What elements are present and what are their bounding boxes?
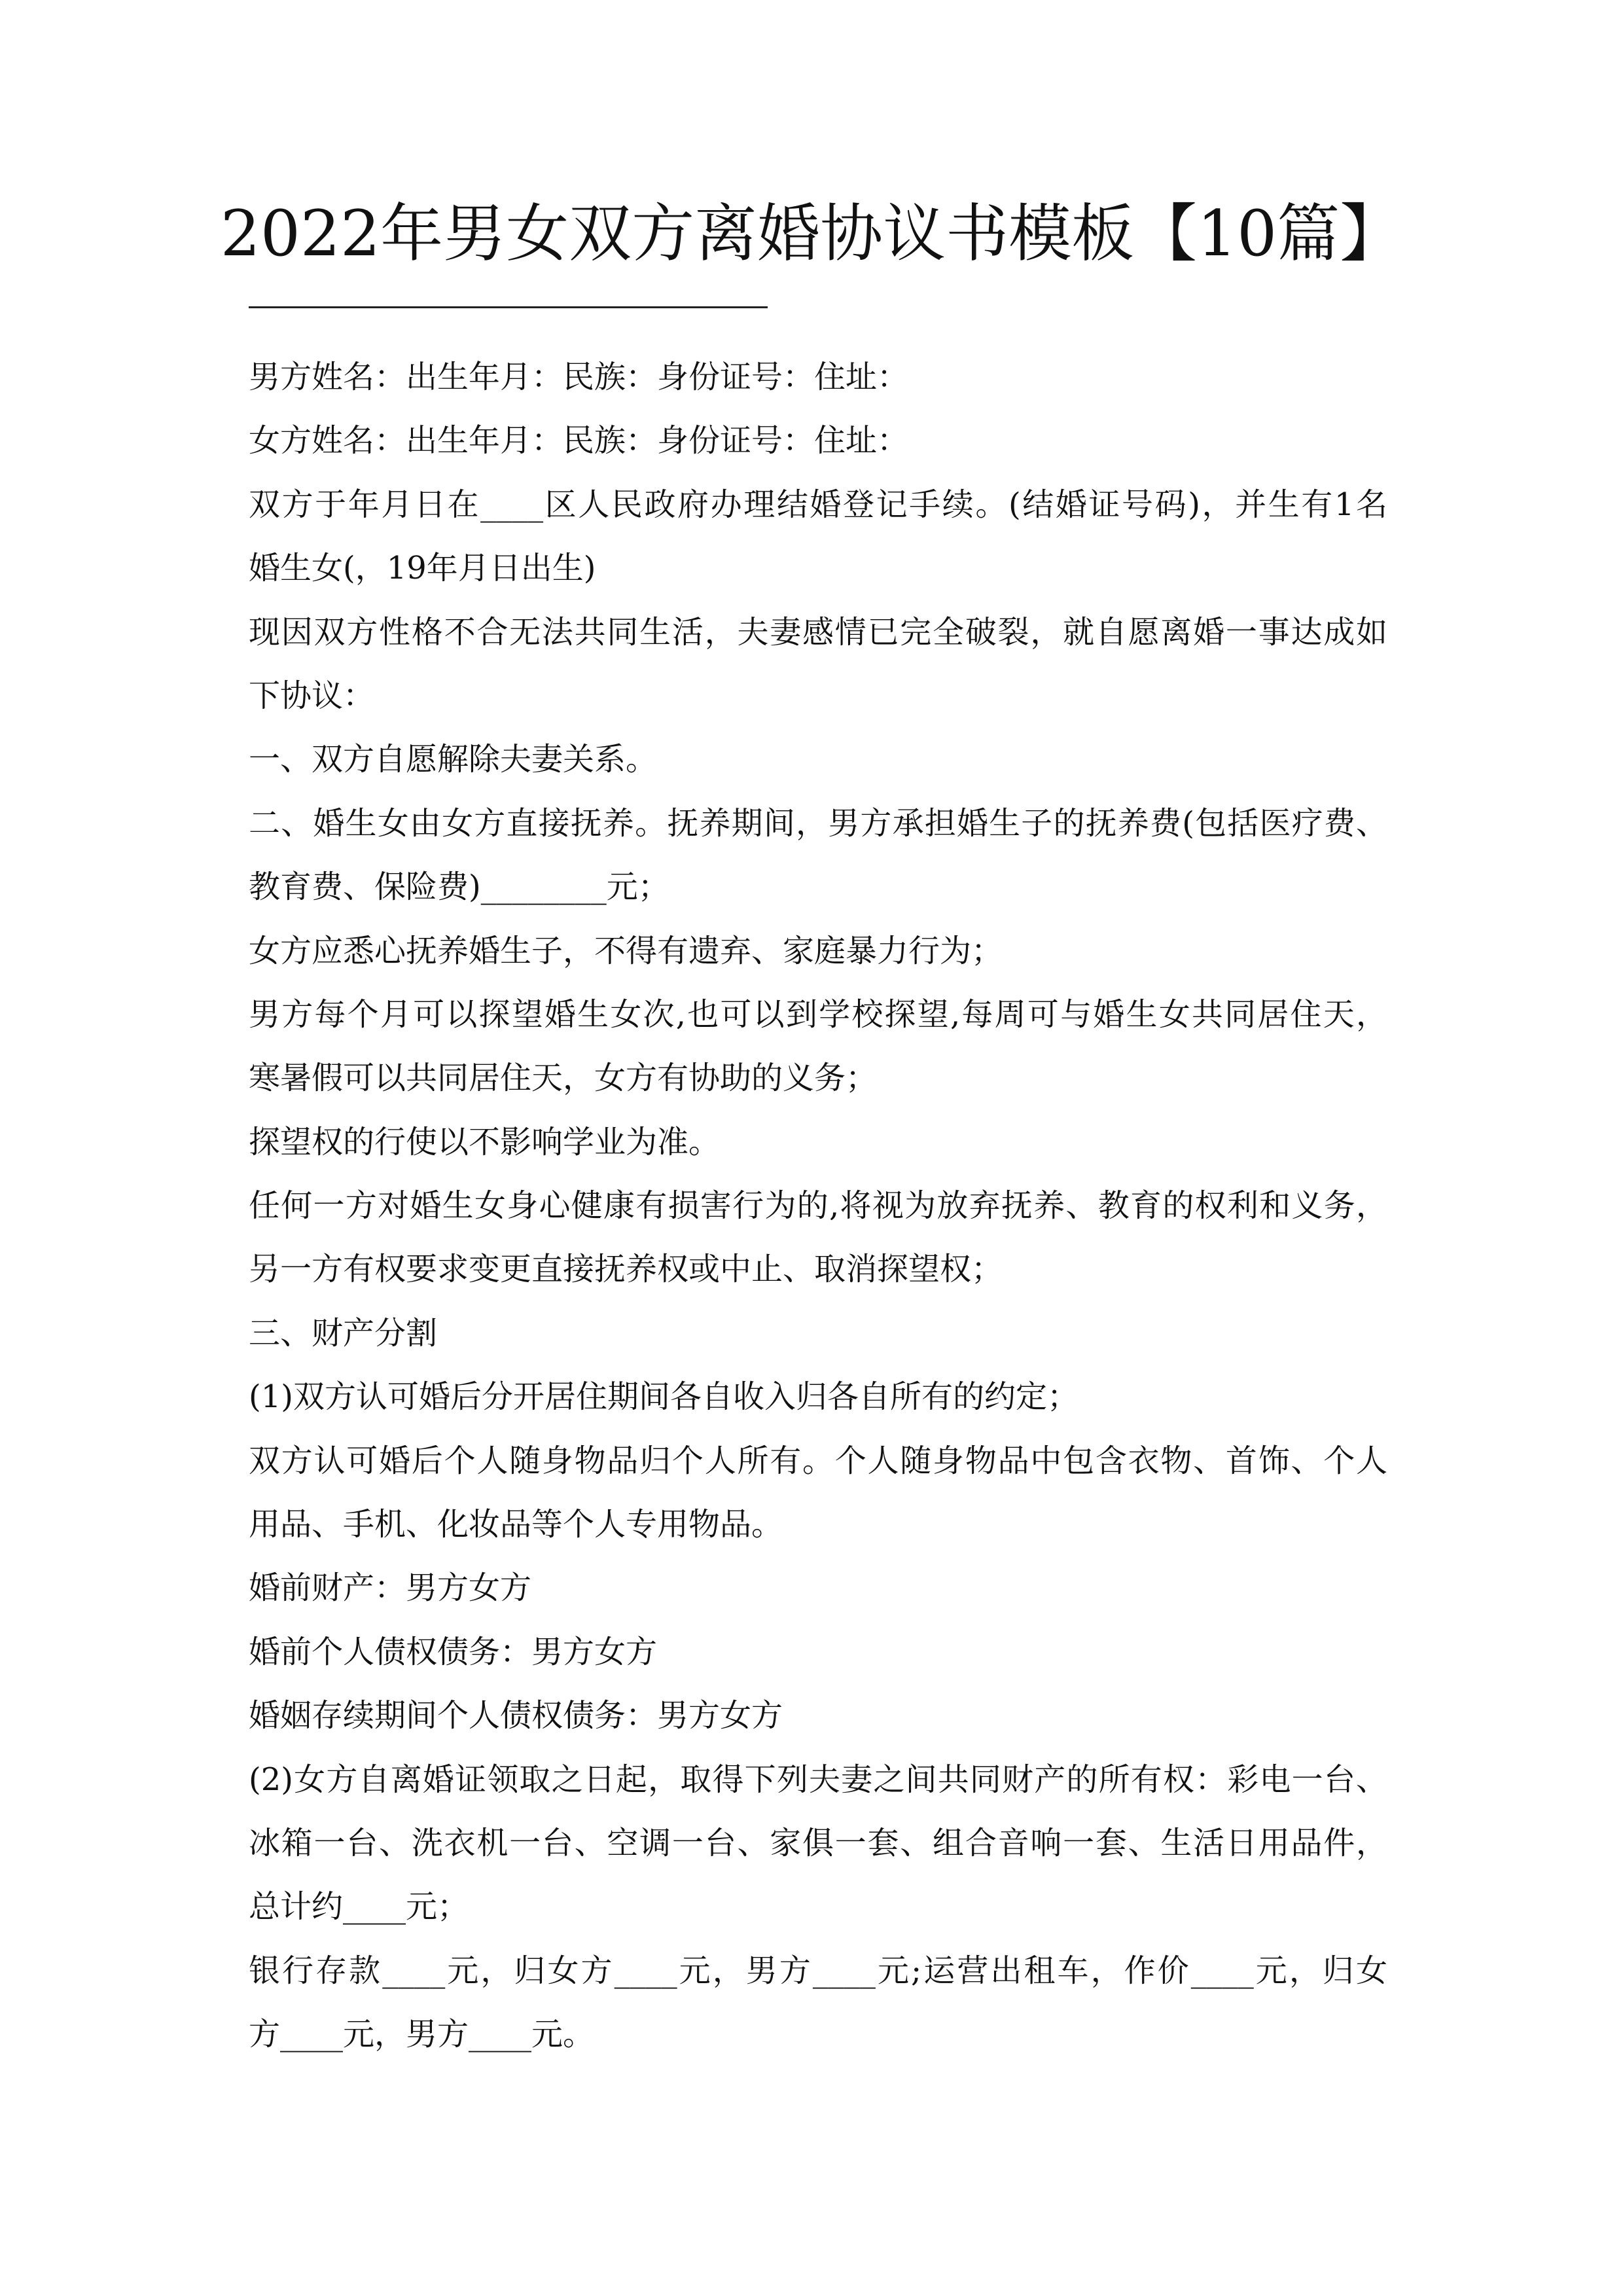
text-line: 总计约____元； (249, 1888, 469, 1926)
text-line: 女方应悉心抚养婚生子，不得有遗弃、家庭暴力行为； (249, 932, 1003, 969)
title-divider (249, 306, 768, 308)
text-line: 冰箱一台、洗衣机一台、空调一台、家俱一套、组合音响一套、生活日用品件， (249, 1824, 1387, 1861)
text-line: (2)女方自离婚证领取之日起，取得下列夫妻之间共同财产的所有权：彩电一台、 (249, 1761, 1387, 1798)
text-line: 探望权的行使以不影响学业为准。 (249, 1123, 721, 1160)
section-heading: 三、财产分割 (249, 1314, 438, 1352)
text-line: 女方姓名：出生年月：民族：身份证号：住址： (249, 422, 909, 459)
text-line: 现因双方性格不合无法共同生活，夫妻感情已完全破裂，就自愿离婚一事达成如 (249, 613, 1387, 651)
text-line: 男方姓名：出生年月：民族：身份证号：住址： (249, 359, 909, 395)
text-line: (1)双方认可婚后分开居住期间各自收入归各自所有的约定； (249, 1378, 1079, 1416)
document-body (249, 346, 1387, 2067)
text-line: 婚前财产：男方女方 (249, 1570, 532, 1607)
text-line: 任何一方对婚生女身心健康有损害行为的,将视为放弃抚养、教育的权利和义务， (249, 1187, 1387, 1225)
text-line: 男方每个月可以探望婚生女次,也可以到学校探望,每周可与婚生女共同居住天， (249, 996, 1387, 1033)
text-line: 下协议： (249, 677, 375, 714)
text-line: 另一方有权要求变更直接抚养权或中止、取消探望权； (249, 1251, 1003, 1288)
text-line: 用品、手机、化妆品等个人专用物品。 (249, 1506, 783, 1543)
text-line: 二、婚生女由女方直接抚养。抚养期间，男方承担婚生子的抚养费(包括医疗费、 (249, 804, 1387, 842)
text-line: 婚姻存续期间个人债权债务：男方女方 (249, 1697, 783, 1734)
text-line: 一、双方自愿解除夫妻关系。 (249, 741, 658, 778)
text-line: 婚前个人债权债务：男方女方 (249, 1633, 658, 1670)
text-line: 寒暑假可以共同居住天，女方有协助的义务； (249, 1060, 878, 1097)
text-line: 双方认可婚后个人随身物品归个人所有。个人随身物品中包含衣物、首饰、个人 (249, 1442, 1387, 1479)
text-line: 教育费、保险费)________元； (249, 869, 669, 906)
text-line: 银行存款____元，归女方____元，男方____元;运营出租车，作价____元，归女 (249, 1952, 1387, 1989)
document-title: 2022年男女双方离婚协议书模板【10篇】 (220, 197, 1403, 270)
text-line: 婚生女(，19年月日出生) (249, 550, 596, 587)
text-line: 方____元，男方____元。 (249, 2016, 595, 2053)
text-line: 双方于年月日在____区人民政府办理结婚登记手续。(结婚证号码)，并生有1名 (249, 486, 1387, 523)
